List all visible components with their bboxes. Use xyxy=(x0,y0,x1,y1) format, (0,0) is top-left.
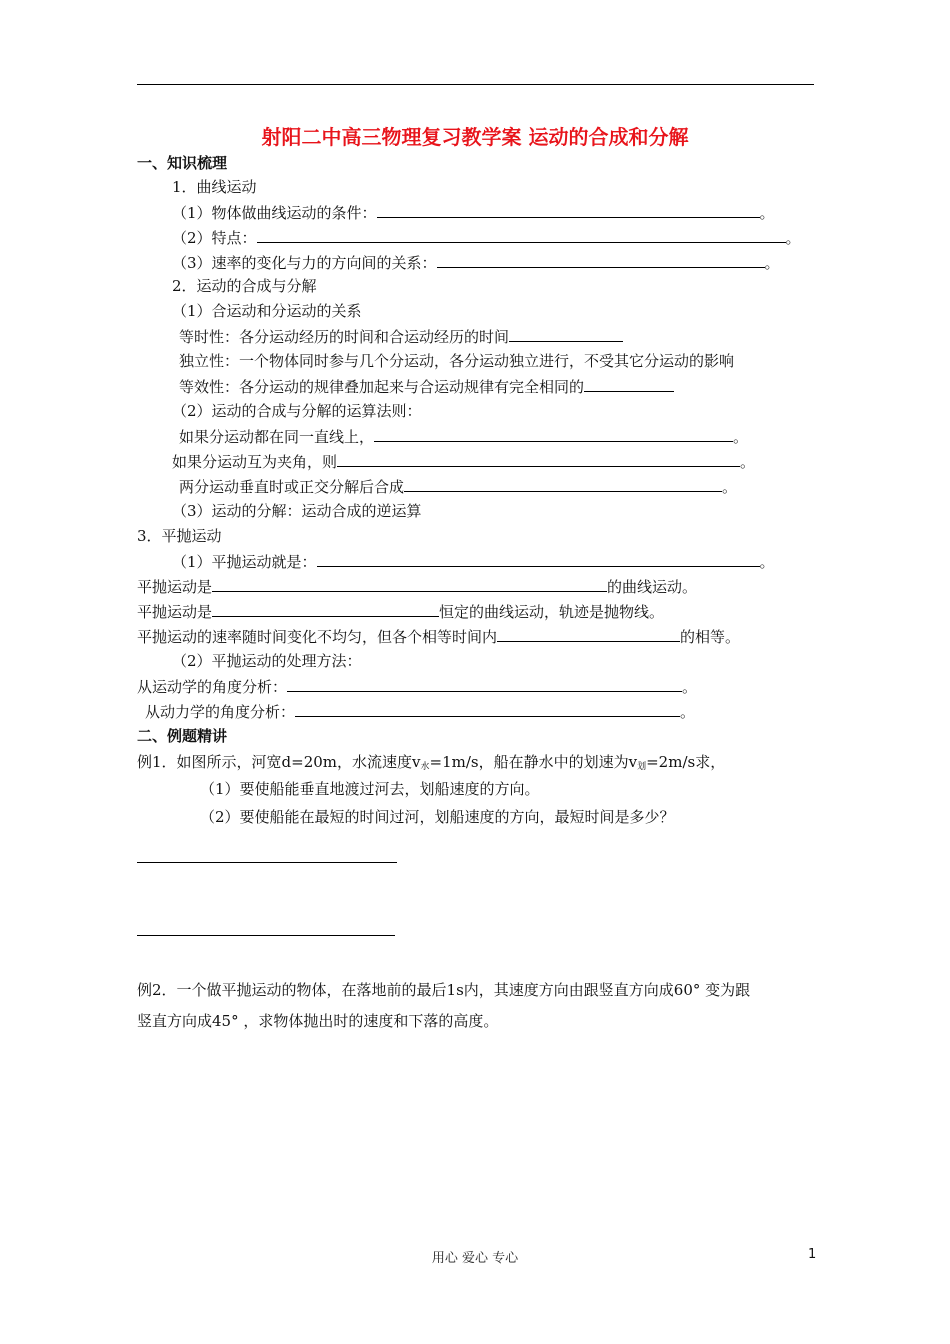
fill-line-feature: （2）特点： 。 xyxy=(172,229,801,247)
fill-line-condition: （1）物体做曲线运动的条件： 。 xyxy=(172,204,775,222)
fill-line-dynamics: 从动力学的角度分析： 。 xyxy=(145,703,696,721)
item-curve-motion: 1．曲线运动 xyxy=(172,178,257,196)
fill-line-projectile-constant: 平抛运动是 恒定的曲线运动，轨迹是抛物线。 xyxy=(137,603,665,621)
text-decomposition: （3）运动的分解：运动合成的逆运算 xyxy=(172,502,422,520)
blank-field[interactable] xyxy=(404,476,722,492)
section-heading-2: 二、例题精讲 xyxy=(137,727,228,745)
fill-line-angle: 如果分运动互为夹角，则 。 xyxy=(172,453,756,471)
fill-line-equivalence: 等效性：各分运动的规律叠加起来与合运动规律有完全相同的 xyxy=(179,376,674,397)
page-number: 1 xyxy=(808,1247,817,1262)
example-2-text-2: 竖直方向成45° ，求物体抛出时的速度和下落的高度。 xyxy=(137,1012,499,1030)
header-rule xyxy=(137,84,814,85)
example-1-q2: （2）要使船能在最短的时间过河，划船速度的方向，最短时间是多少？ xyxy=(200,808,675,826)
fill-line-kinematics: 从运动学的角度分析： 。 xyxy=(137,678,698,696)
section-heading-1: 一、知识梳理 xyxy=(137,154,228,172)
blank-field[interactable] xyxy=(377,202,760,218)
item-projectile: 3．平抛运动 xyxy=(137,527,222,545)
text-relation: （1）合运动和分运动的关系 xyxy=(172,302,362,320)
text-methods: （2）平抛运动的处理方法： xyxy=(172,652,362,670)
blank-field[interactable] xyxy=(509,326,623,342)
fill-line-projectile-def: （1）平抛运动就是： 。 xyxy=(172,553,775,571)
blank-field[interactable] xyxy=(317,551,760,567)
page-footer: 用心 爱心 专心 xyxy=(431,1251,519,1266)
answer-rule xyxy=(137,862,397,863)
blank-field[interactable] xyxy=(212,576,607,592)
example-1-q1: （1）要使船能垂直地渡过河去，划船速度的方向。 xyxy=(200,780,540,798)
page-title: 射阳二中高三物理复习教学案 运动的合成和分解 xyxy=(261,125,689,149)
fill-line-isochronism: 等时性：各分运动经历的时间和合运动经历的时间 xyxy=(179,326,623,347)
text-independence: 独立性：一个物体同时参与几个分运动，各分运动独立进行，不受其它分运动的影响 xyxy=(179,352,735,370)
item-composition: 2．运动的合成与分解 xyxy=(172,277,317,295)
answer-rule xyxy=(137,935,395,936)
blank-field[interactable] xyxy=(337,451,740,467)
blank-field[interactable] xyxy=(584,376,674,392)
blank-field[interactable] xyxy=(295,701,680,717)
blank-field[interactable] xyxy=(257,227,786,243)
blank-field[interactable] xyxy=(437,252,765,268)
fill-line-projectile-rate: 平抛运动的速率随时间变化不均匀，但各个相等时间内 的相等。 xyxy=(137,628,741,646)
blank-field[interactable] xyxy=(497,626,680,642)
blank-field[interactable] xyxy=(374,426,733,442)
fill-line-speed-force: （3）速率的变化与力的方向间的关系： 。 xyxy=(172,254,780,272)
fill-line-perpendicular: 两分运动垂直时或正交分解后合成 。 xyxy=(179,478,738,496)
example-1-text: 例1．如图所示，河宽d=20m，水流速度$v_水=1m/s$，船在静水中的划速为$v_划=2m/s$求， xyxy=(137,753,726,772)
text-rules: （2）运动的合成与分解的运算法则： xyxy=(172,402,422,420)
blank-field[interactable] xyxy=(287,676,682,692)
fill-line-projectile-type: 平抛运动是 的曲线运动。 xyxy=(137,578,698,596)
blank-field[interactable] xyxy=(212,601,439,617)
example-2-text-1: 例2．一个做平抛运动的物体，在落地前的最后1s内，其速度方向由跟竖直方向成60° 变为跟 xyxy=(137,981,751,999)
fill-line-same-line: 如果分运动都在同一直线上， 。 xyxy=(179,428,749,446)
